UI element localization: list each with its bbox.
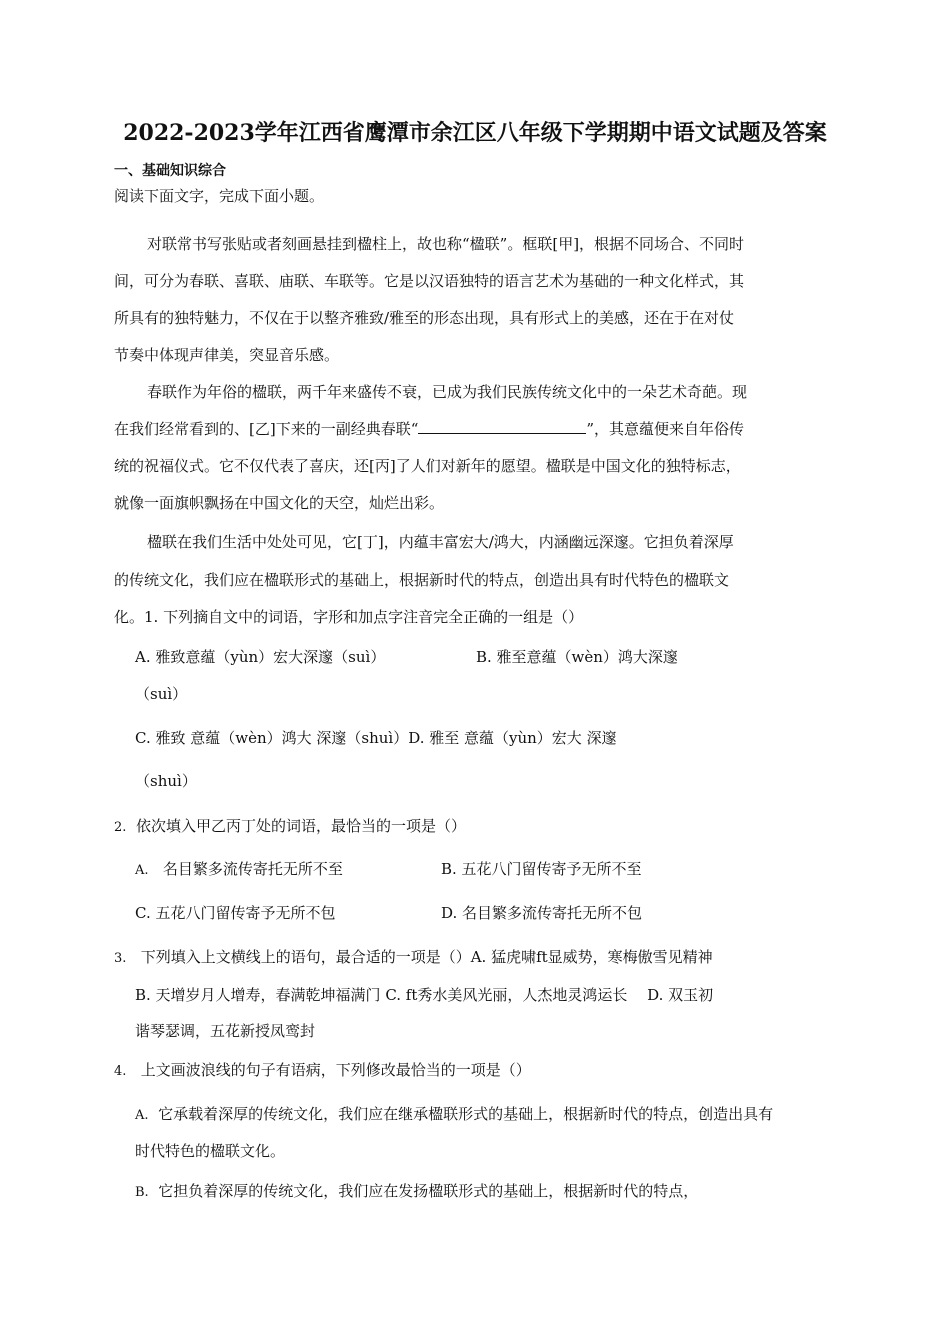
passage-line: 就像一面旗帜飘扬在中国文化的天空，灿烂出彩。	[114, 494, 445, 512]
q4-option-a-cont: 时代特色的楹联文化。	[135, 1142, 286, 1160]
q4-option-b	[135, 1181, 698, 1203]
q2-number: 2.	[114, 820, 127, 835]
q2-option-a-label: A.	[135, 863, 149, 878]
q2-option-a-text: 名目繁多流传寄托无所不至	[162, 860, 343, 878]
question-1-stem: 化。1. 下列摘自文中的词语，字形和加点字注音完全正确的一组是（）	[114, 608, 584, 626]
q3-text: 下列填入上文横线上的语句，最合适的一项是（）A. 猛虎啸ft显威势，寒梅傲雪见精神	[140, 948, 713, 966]
q1-option-d-cont: （shuì）	[135, 772, 197, 790]
q4-option-b-label: B.	[135, 1185, 149, 1200]
q3-stem	[114, 947, 713, 969]
passage-text: ”，其意蕴便来自年俗传	[586, 420, 745, 438]
passage-line: 统的祝福仪式。它不仅代表了喜庆，还[丙]了人们对新年的愿望。楹联是中国文化的独特标志，	[114, 457, 741, 475]
q2-option-b: B. 五花八门留传寄予无所不至	[441, 860, 642, 878]
q4-option-a-text: 它承载着深厚的传统文化，我们应在继承楹联形式的基础上，根据新时代的特点，创造出具有	[158, 1105, 774, 1123]
passage-line: 的传统文化，我们应在楹联形式的基础上，根据新时代的特点，创造出具有时代特色的楹联文	[114, 571, 730, 589]
q1-option-b-cont: （suì）	[135, 685, 188, 703]
q2-option-d: D. 名目繁多流传寄托无所不包	[441, 904, 643, 922]
q2-option-c: C. 五花八门留传寄予无所不包	[135, 904, 336, 922]
q4-number: 4.	[114, 1064, 127, 1079]
q4-text: 上文画波浪线的句子有语病，下列修改最恰当的一项是（）	[140, 1061, 531, 1079]
passage-line: 春联作为年俗的楹联，两千年来盛传不衰，已成为我们民族传统文化中的一朵艺术奇葩。现	[147, 383, 748, 401]
passage-line: 所具有的独特魅力，不仅在于以整齐雅致/雅至的形态出现，具有形式上的美感，还在于在对仗	[114, 309, 735, 327]
q1-option-a: A. 雅致意蕴（yùn）宏大深邃（suì）	[135, 648, 386, 666]
instruction-text: 阅读下面文字，完成下面小题。	[114, 187, 325, 205]
page-title: 2022-2023学年江西省鹰潭市余江区八年级下学期期中语文试题及答案	[123, 120, 827, 146]
section-heading: 一、基础知识综合	[114, 163, 226, 179]
q1-option-cd: C. 雅致 意蕴（wèn）鸿大 深邃（shuì）D. 雅至 意蕴（yùn）宏大 深邃	[135, 729, 617, 747]
passage-line-with-blank	[114, 419, 744, 439]
q2-option-a	[135, 859, 343, 881]
q2-stem	[114, 816, 466, 838]
fill-blank	[418, 419, 586, 434]
q1-option-b: B. 雅至意蕴（wèn）鸿大深邃	[476, 648, 678, 666]
q4-option-a	[135, 1104, 773, 1126]
passage-line: 楹联在我们生活中处处可见，它[丁]，内蕴丰富宏大/鸿大，内涵幽远深邃。它担负着深厚	[147, 533, 734, 551]
passage-line: 对联常书写张贴或者刻画悬挂到楹柱上，故也称“楹联”。框联[甲]，根据不同场合、不同时	[147, 235, 745, 253]
q3-number: 3.	[114, 951, 127, 966]
q4-option-a-label: A.	[135, 1108, 149, 1123]
q3-options-line: 谐琴瑟调，五花新授凤鸾封	[135, 1022, 316, 1040]
passage-line: 间，可分为春联、喜联、庙联、车联等。它是以汉语独特的语言艺术为基础的一种文化样式，其	[114, 272, 745, 290]
q2-text: 依次填入甲乙丙丁处的词语，最恰当的一项是（）	[135, 817, 466, 835]
q4-stem	[114, 1060, 531, 1082]
passage-text: 在我们经常看到的、[乙]下来的一副经典春联“	[114, 420, 419, 438]
passage-line: 节奏中体现声律美，突显音乐感。	[114, 346, 340, 364]
q3-options-line: B. 天增岁月人增寿，春满乾坤福满门 C. ft秀水美风光丽，人杰地灵鸿运长 D. 双玉初	[135, 986, 714, 1004]
q4-option-b-text: 它担负着深厚的传统文化，我们应在发扬楹联形式的基础上，根据新时代的特点，	[158, 1182, 699, 1200]
